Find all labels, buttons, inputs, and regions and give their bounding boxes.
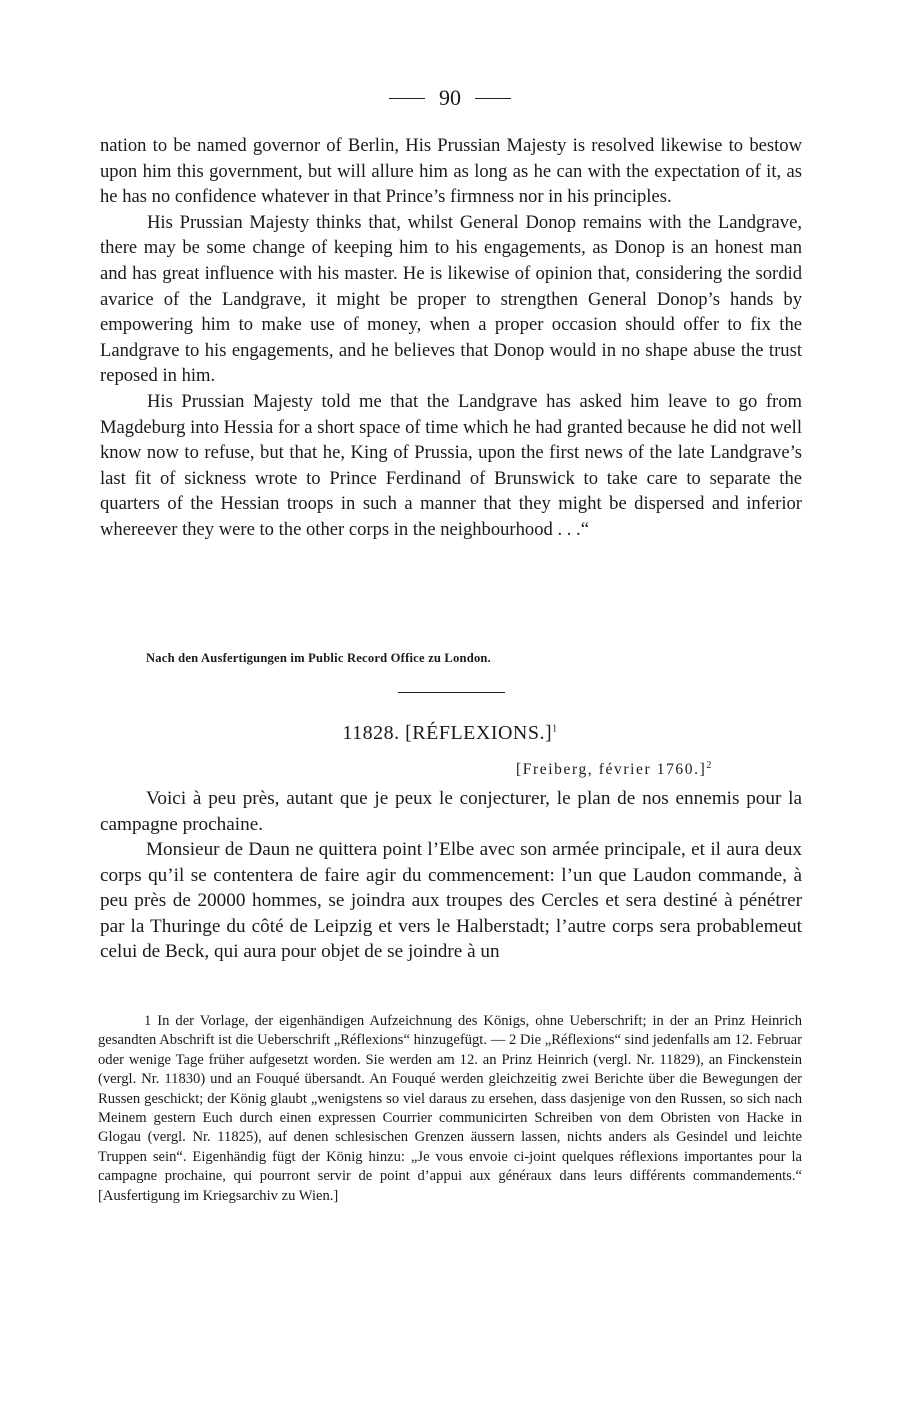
footnote-mark: 2 — [706, 760, 713, 771]
footnote-text: 1 In der Vorlage, der eigenhändigen Aufzeichnung des Königs, ohne Ueberschrift; in der an Prinz Heinrich gesandten Abschrift ist die Ueberschrift „Réflexions“ hinzugefügt. — 2 Die „Réflexions“ sind jedenfalls am 12. Februar oder wenige Tage früher aufgesetzt worden. Sie werden am 12. an Prinz Heinrich (vergl. Nr. 11829), an Finckenstein (vergl. Nr. 11830) und an Fouqué übersandt. An Fouqué werden gleichzeitig zwei Berichte über die Bewegungen der Russen geschickt; der König glaubt „wenigstens so viel daraus zu ersehen, dass dasjenige von den Russen, so sich nach Meinem gestern Euch durch einen expressen Courrier communicirten Schreiben von dem Obristen von Hacke in Glogau (vergl. Nr. 11825), auf denen schlesischen Grenzen äussern lassen, nichts anders als Gesindel und leichte Truppen sein“. Eigenhändig fügt der König hinzu: „Je vous envoie ci-joint quelques réflexions importantes pour la campagne prochaine, qui pourront servir de point d’appui aux généraux dans leurs différents commandements.“ [Ausfertigung im Kriegsarchiv zu Wien.] — [98, 1013, 802, 1204]
section-divider — [398, 692, 505, 693]
page-number: 90 — [439, 85, 461, 110]
running-head — [0, 86, 900, 110]
paragraph: nation to be named governor of Berlin, His Prussian Majesty is resolved likewise to bestow upon him this government, but will allure him as long as he can with the expectation of it, as he has no confidence whatever in that Prince’s firmness nor in his principles. — [100, 135, 802, 208]
paragraph: Voici à peu près, autant que je peux le conjecturer, le plan de nos ennemis pour la campagne prochaine. — [100, 788, 802, 835]
document-body — [100, 786, 802, 965]
source-note: Nach den Ausfertigungen im Public Record Office zu London. — [146, 651, 491, 665]
paragraph: His Prussian Majesty told me that the Landgrave has asked him leave to go from Magdeburg into Hessia for a short space of time which he had granted because he did not well know now to refuse, but that he, King of Prussia, upon the first news of the late Landgrave’s last fit of sickness wrote to Prince Ferdinand of Brunswick to take care to separate the quarters of the Hessian troops in such a manner that they might be dispersed and inferior whereever they were to the other corps in the neighbourhood . . .“ — [100, 390, 802, 540]
dateline-text: [Freiberg, février 1760.] — [516, 761, 707, 779]
paragraph: Monsieur de Daun ne quittera point l’Elbe avec son armée principale, et il aura deux corps qu’il se contentera de faire agir du commencement: l’un que Laudon commande, à peu près de 20000 hommes, se joindra aux troupes des Cercles et sera destiné à pénétrer par la Thuringe du côté de Leipzig et vers le Halberstadt; l’autre corps sera probablemeut celui de Beck, qui aura pour objet de se joindre à un — [100, 839, 802, 962]
document-heading — [0, 722, 900, 745]
document-number: 11828. — [342, 722, 400, 744]
document-title: [RÉFLEXIONS.] — [405, 722, 553, 744]
running-head-dash-left — [389, 98, 425, 99]
footnote-mark: 1 — [552, 723, 558, 735]
letter-continuation — [100, 133, 802, 543]
paragraph: His Prussian Majesty thinks that, whilst General Donop remains with the Landgrave, there may be some change of keeping him to his engagements, as Donop is an honest man and has great influence with his master. He is likewise of opinion that, considering the sordid avarice of the Landgrave, it might be proper to strengthen General Donop’s hands by empowering him to make use of money, when a proper occasion should offer to fix the Landgrave to his engagements, and he believes that Donop would in no shape abuse the trust reposed in him. — [100, 211, 802, 387]
dateline — [516, 760, 713, 779]
footnotes — [98, 1012, 802, 1206]
running-head-dash-right — [475, 98, 511, 99]
